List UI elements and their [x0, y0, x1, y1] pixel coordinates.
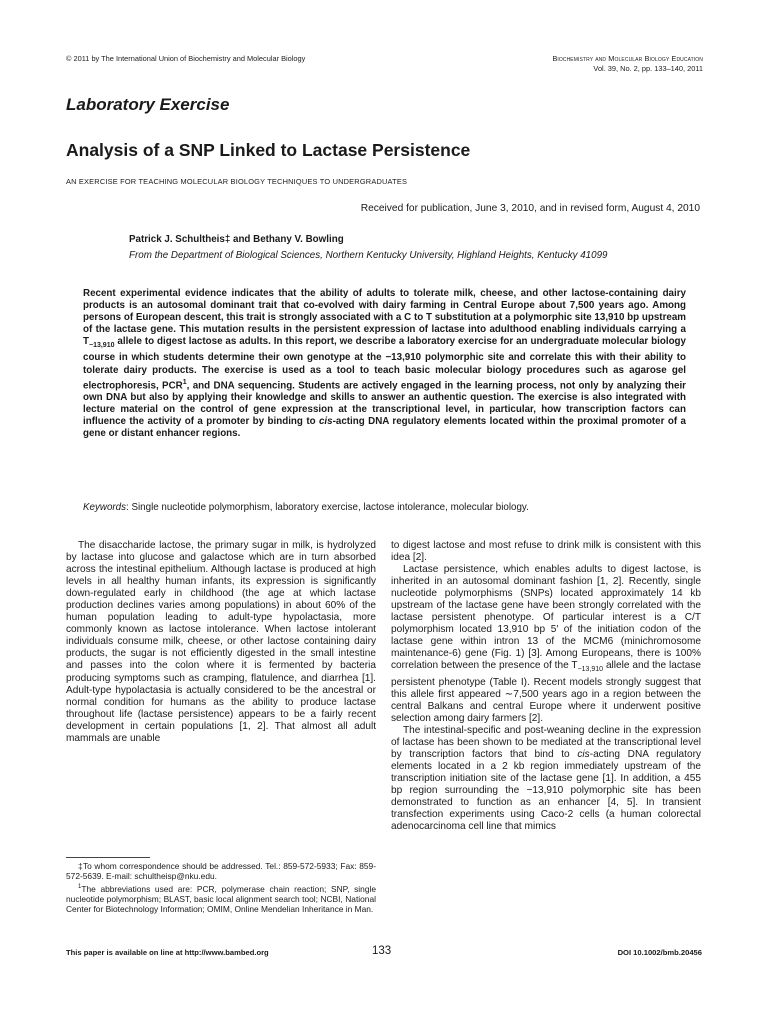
keywords: [83, 502, 686, 513]
body-text: The intestinal-specific and post-weaning decline in the expression of lactase has been shown to be mediated at the transcriptional level by transcription factors that bind to: [391, 724, 701, 760]
body-paragraph: The disaccharide lactose, the primary sugar in milk, is hydrolyzed by lactase into glucose and galactose which are in turn absorbed across the intestinal epithelium. Although lactase is produced at high levels in all healthy human infants, its expression is significantly down-regulated early in childhood (the age at which lactase production declines varies among populations) in about 60% of the human population leading to adult-type hypolactasia, more commonly known as lactose intolerance. When lactose intolerant individuals consume milk, cheese, or other lactose containing dairy products, the sugar is not efficiently digested in the small intestine and passes into the colon where it is fermented by bacteria producing symptoms such as cramping, flatulence, and diarrhea [1]. Adult-type hypolactasia is actually considered to be the ancestral or normal condition for humans as the ability to produce lactase throughout life (lactase persistence) appears to be a fairly recent development in certain populations [1, 2]. That almost all adult mammals are unable: [66, 540, 376, 744]
abstract-part-4: -acting DNA regulatory elements located within the proximal promoter of a gene or distant enhancer regions.: [83, 416, 686, 440]
body-text: allele and the lactase persistent phenotype (Table I). Recent models strongly suggest that this allele first appeared ∼7,500 years ago in a region between the central Balkans and central Europe where it underwent positive selection among dairy farmers [2].: [391, 660, 702, 724]
body-text: Lactase persistence, which enables adults to digest lactose, is inherited in an autosomal dominant fashion [1, 2]. Recently, single nucleotide polymorphisms (SNPs) located approximately 14 kb upstream of the lactase gene have been strongly correlated with the lactase persistent phenotype. Of particular interest is a C/T polymorphism located 13,910 bp 5′ of the initiation codon of the lactase gene within intron 13 of the MCM6 (minichromosome maintenance-6) gene (Fig. 1) [3]. Among Europeans, there is 100% correlation between the presence of the T: [391, 564, 701, 672]
body-subscript: −13,910: [577, 666, 604, 674]
page-number: 133: [372, 945, 392, 957]
article-section: Laboratory Exercise: [66, 95, 230, 114]
journal-name: Biochemistry and Molecular Biology Education: [552, 54, 703, 63]
footnote-rule: [66, 857, 150, 858]
doi: DOI 10.1002/bmb.20456: [617, 948, 702, 957]
abstract-part-1: Recent experimental evidence indicates that the ability of adults to tolerate milk, cheese, and other lactose-containing dairy products is an autosomal dominant trait that co-evolved with dairy farming in Central Europe about 7,500 years ago. Among persons of European descent, this trait is strongly associated with a C to T substitution at a polymorphic site 13,910 bp upstream of the lactase gene. This mutation results in the persistent expression of lactase into adulthood enabling individuals carrying a T: [83, 288, 686, 348]
body-cis: cis: [577, 748, 590, 760]
received-date: Received for publication, June 3, 2010, and in revised form, August 4, 2010: [360, 203, 700, 214]
online-availability: This paper is available on line at http://www.bambed.org: [66, 948, 269, 957]
affiliation: From the Department of Biological Sciences, Northern Kentucky University, Highland Heights, Kentucky 41099: [129, 250, 608, 261]
body-paragraph: to digest lactose and most refuse to drink milk is consistent with this idea [2].: [391, 540, 701, 564]
footnote-correspondence: ‡To whom correspondence should be addressed. Tel.: 859-572-5933; Fax: 859-572-5639. E-mail: schultheisp@nku.edu.: [66, 861, 376, 882]
abstract-part-2: allele to digest lactose as adults. In this report, we describe a laboratory exercise for an undergraduate molecular biology course in which students determine their own genotype at the −13,910 polymorphic site and correlate this with their ability to tolerate dairy products. The exercise is used as a tool to teach basic molecular biology procedures such as agarose gel electrophoresis, PCR: [83, 336, 686, 391]
body-paragraph: [391, 725, 701, 833]
abstract-text: [83, 288, 686, 440]
journal-volume: Vol. 39, No. 2, pp. 133–140, 2011: [593, 64, 703, 73]
footnote-mark: 1: [78, 883, 82, 890]
copyright-line: © 2011 by The International Union of Biochemistry and Molecular Biology: [66, 54, 306, 63]
body-left-column: [66, 540, 376, 745]
article-title: Analysis of a SNP Linked to Lactase Persistence: [66, 140, 471, 160]
footnotes: [66, 861, 376, 915]
body-paragraph: [391, 564, 701, 725]
keywords-text: : Single nucleotide polymorphism, laboratory exercise, lactose intolerance, molecular biology.: [126, 502, 529, 513]
footnote-abbreviations: [66, 882, 376, 915]
body-text: -acting DNA regulatory elements located in a 2 kb region immediately upstream of the transcription initiation site of the lactase gene [1]. In addition, a 455 bp region surrounding the −13,910 polymorphic site has been demonstrated to function as an enhancer [4, 5]. In transient transfection experiments using Caco-2 cells (a human colorectal adenocarcinoma cell line that mimics: [391, 748, 701, 833]
authors: Patrick J. Schultheis‡ and Bethany V. Bowling: [129, 234, 344, 245]
abstract-part-3: , and DNA sequencing. Students are actively engaged in the learning process, not only by analyzing their own DNA but also by applying their knowledge and skills to answer an authentic question. The exercise is also integrated with lecture material on the control of gene expression at the transcriptional level, in particular, how transcription factors can influence the activity of a promoter by binding to: [83, 379, 686, 428]
abstract-cis: cis: [318, 416, 333, 428]
abstract-subscript: −13,910: [88, 342, 115, 350]
body-right-column: [391, 540, 701, 833]
abstract-footnote-mark: 1: [182, 378, 187, 386]
journal-header: [552, 54, 703, 74]
abstract: [83, 288, 686, 440]
article-subtitle: AN EXERCISE FOR TEACHING MOLECULAR BIOLOGY TECHNIQUES TO UNDERGRADUATES: [66, 177, 408, 186]
keywords-label: Keywords: [83, 502, 127, 513]
footnote-abbrev-text: The abbreviations used are: PCR, polymerase chain reaction; SNP, single nucleotide polymorphism; BLAST, basic local alignment search tool; NCBI, National Center for Biotechnology Information; OMIM, Online Mendelian Inheritance in Man.: [66, 883, 376, 915]
